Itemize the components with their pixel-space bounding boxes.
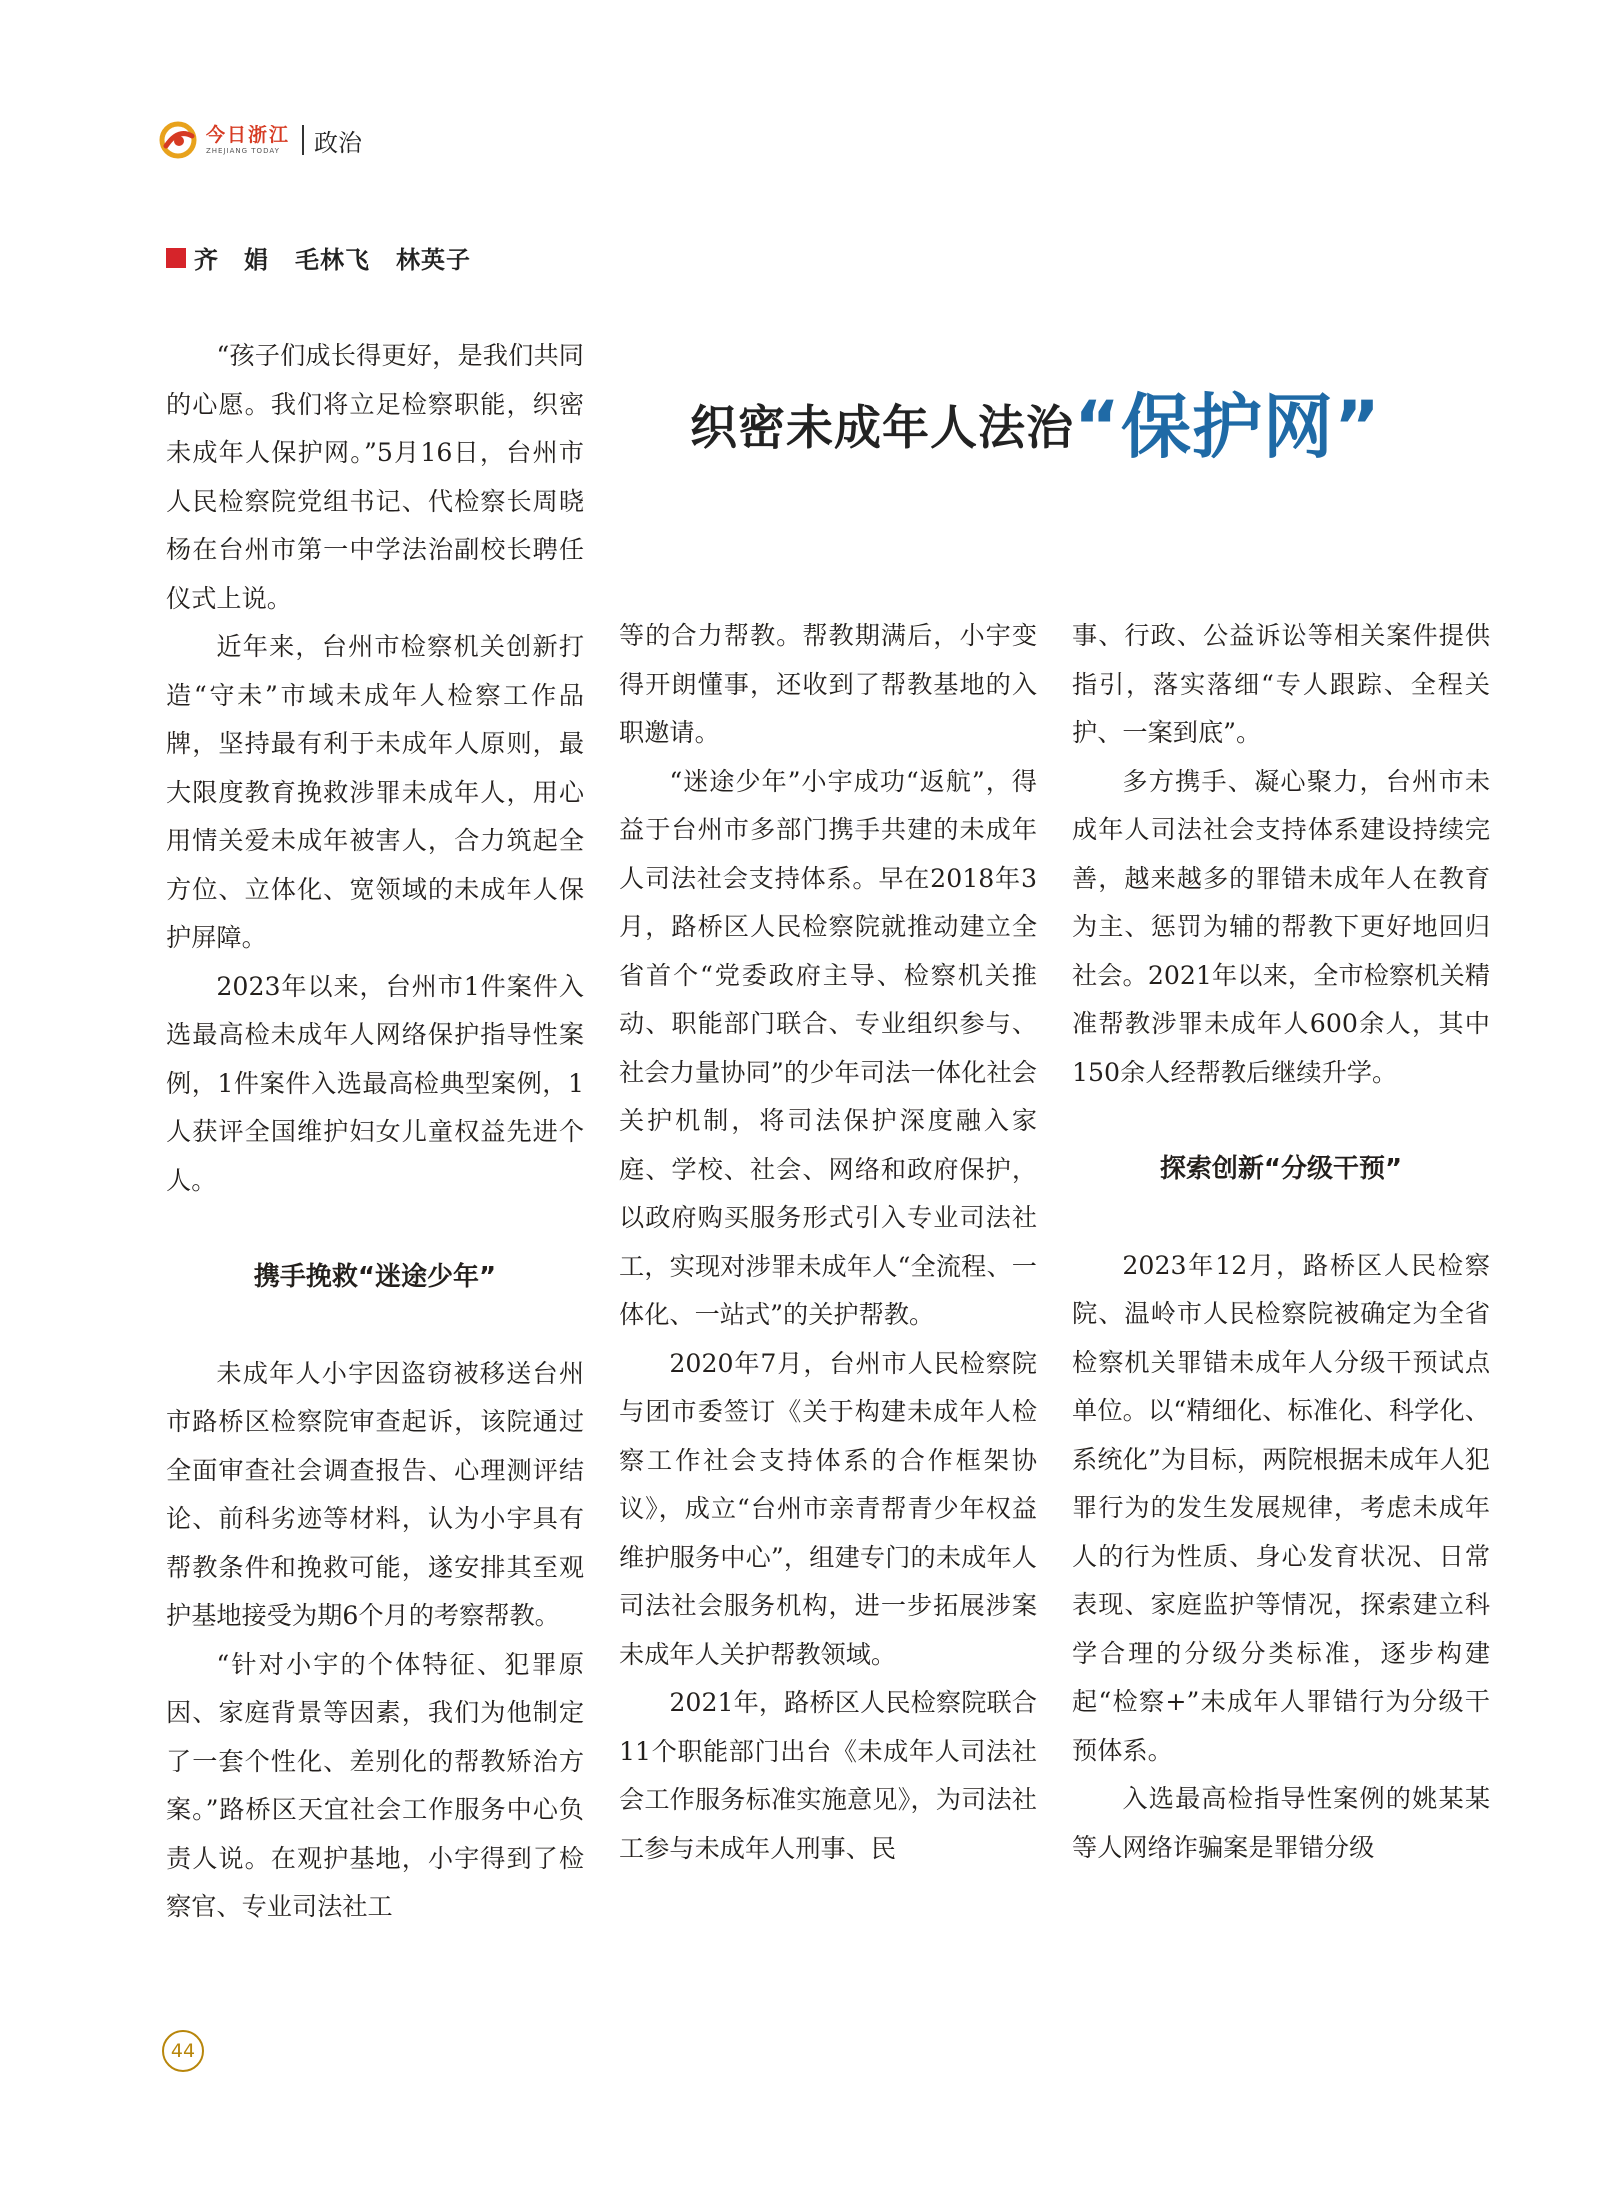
paragraph: 2020年7月，台州市人民检察院与团市委签订《关于构建未成年人检察工作社会支持体系的合作框架协议》，成立“台州市亲青帮青少年权益维护服务中心”，组建专门的未成年人司法社会服务机构，进一步拓展涉案未成年人关护帮教领域。: [619, 1348, 1037, 1669]
paragraph: 近年来，台州市检察机关创新打造“守未”市域未成年人检察工作品牌，坚持最有利于未成年人原则，最大限度教育挽救涉罪未成年人，用心用情关爱未成年被害人，合力筑起全方位、立体化、宽领域的未成年人保护屏障。: [166, 632, 584, 952]
paragraph: “针对小宇的个体特征、犯罪原因、家庭背景等因素，我们为他制定了一套个性化、差别化的帮教矫治方案。”路桥区天宜社会工作服务中心负责人说。在观护基地，小宇得到了检察官、专业司法社工: [166, 1649, 584, 1921]
byline: [166, 240, 497, 275]
paragraph: 2023年以来，台州市1件案件入选最高检未成年人网络保护指导性案例，1件案件入选最高检典型案例，1人获评全国维护妇女儿童权益先进个人。: [166, 971, 584, 1195]
author-name: 林英子: [396, 246, 471, 274]
paragraph: 未成年人小宇因盗窃被移送台州市路桥区检察院审查起诉，该院通过全面审查社会调查报告、心理测评结论、前科劣迹等材料，认为小宇具有帮教条件和挽救可能，遂安排其至观护基地接受为期6个月的考察帮教。: [166, 1358, 584, 1630]
paragraph-continued: 等的合力帮教。帮教期满后，小宇变得开朗懂事，还收到了帮教基地的入职邀请。: [619, 621, 1037, 747]
masthead-divider: [302, 125, 304, 155]
byline-marker-icon: [166, 248, 186, 268]
magazine-masthead: [158, 118, 362, 162]
paragraph: 2023年12月，路桥区人民检察院、温岭市人民检察院被确定为全省检察机关罪错未成年人分级干预试点单位。以“精细化、标准化、科学化、系统化”为目标，两院根据未成年人犯罪行为的发生发展规律，考虑未成年人的行为性质、身心发育状况、日常表现、家庭监护等情况，探索建立科学合理的分级分类标准，逐步构建起“检察+”未成年人罪错行为分级干预体系。: [1072, 1250, 1490, 1765]
paragraph: 2021年，路桥区人民检察院联合11个职能部门出台《未成年人司法社会工作服务标准实施意见》，为司法社工参与未成年人刑事、民: [619, 1688, 1037, 1863]
section-heading: 探索创新“分级干预”: [1159, 1154, 1403, 1184]
section-label: 政治: [314, 128, 363, 157]
paragraph-continued: 事、行政、公益诉讼等相关案件提供指引，落实落细“专人跟踪、全程关护、一案到底”。: [1072, 621, 1490, 747]
page-number: 44: [162, 2030, 204, 2072]
author-name: 齐 娟: [194, 246, 269, 274]
logo-english: ZHEJIANG TODAY: [206, 146, 280, 155]
article-title: [690, 372, 1381, 472]
logo-text: [206, 123, 291, 155]
article-column-3: [1072, 612, 1490, 1872]
title-emphasis: “保护网”: [1074, 386, 1382, 468]
article-column-1: [166, 332, 584, 1932]
paragraph: 多方携手、凝心聚力，台州市未成年人司法社会支持体系建设持续完善，越来越多的罪错未成年人在教育为主、惩罚为辅的帮教下更好地回归社会。2021年以来，全市检察机关精准帮教涉罪未成年人600余人，其中150余人经帮教后继续升学。: [1072, 766, 1490, 1087]
paragraph: “孩子们成长得更好，是我们共同的心愿。我们将立足检察职能，织密未成年人保护网。”5月16日，台州市人民检察院党组书记、代检察长周晓杨在台州市第一中学法治副校长聘任仪式上说。: [166, 341, 584, 613]
zhejiang-today-logo-icon: [158, 120, 198, 160]
logo-chinese: 今日浙江: [206, 123, 291, 146]
article-column-2: [619, 612, 1037, 1873]
paragraph: “迷途少年”小宇成功“返航”，得益于台州市多部门携手共建的未成年人司法社会支持体系。早在2018年3月，路桥区人民检察院就推动建立全省首个“党委政府主导、检察机关推动、职能部门联合、专业组织参与、社会力量协同”的少年司法一体化社会关护机制，将司法保护深度融入家庭、学校、社会、网络和政府保护，以政府购买服务形式引入专业司法社工，实现对涉罪未成年人“全流程、一体化、一站式”的关护帮教。: [619, 766, 1037, 1329]
paragraph: 入选最高检指导性案例的姚某某等人网络诈骗案是罪错分级: [1072, 1784, 1490, 1862]
title-main: 织密未成年人法治: [690, 401, 1074, 456]
section-heading: 携手挽救“迷途少年”: [253, 1262, 497, 1292]
author-name: 毛林飞: [295, 246, 370, 274]
